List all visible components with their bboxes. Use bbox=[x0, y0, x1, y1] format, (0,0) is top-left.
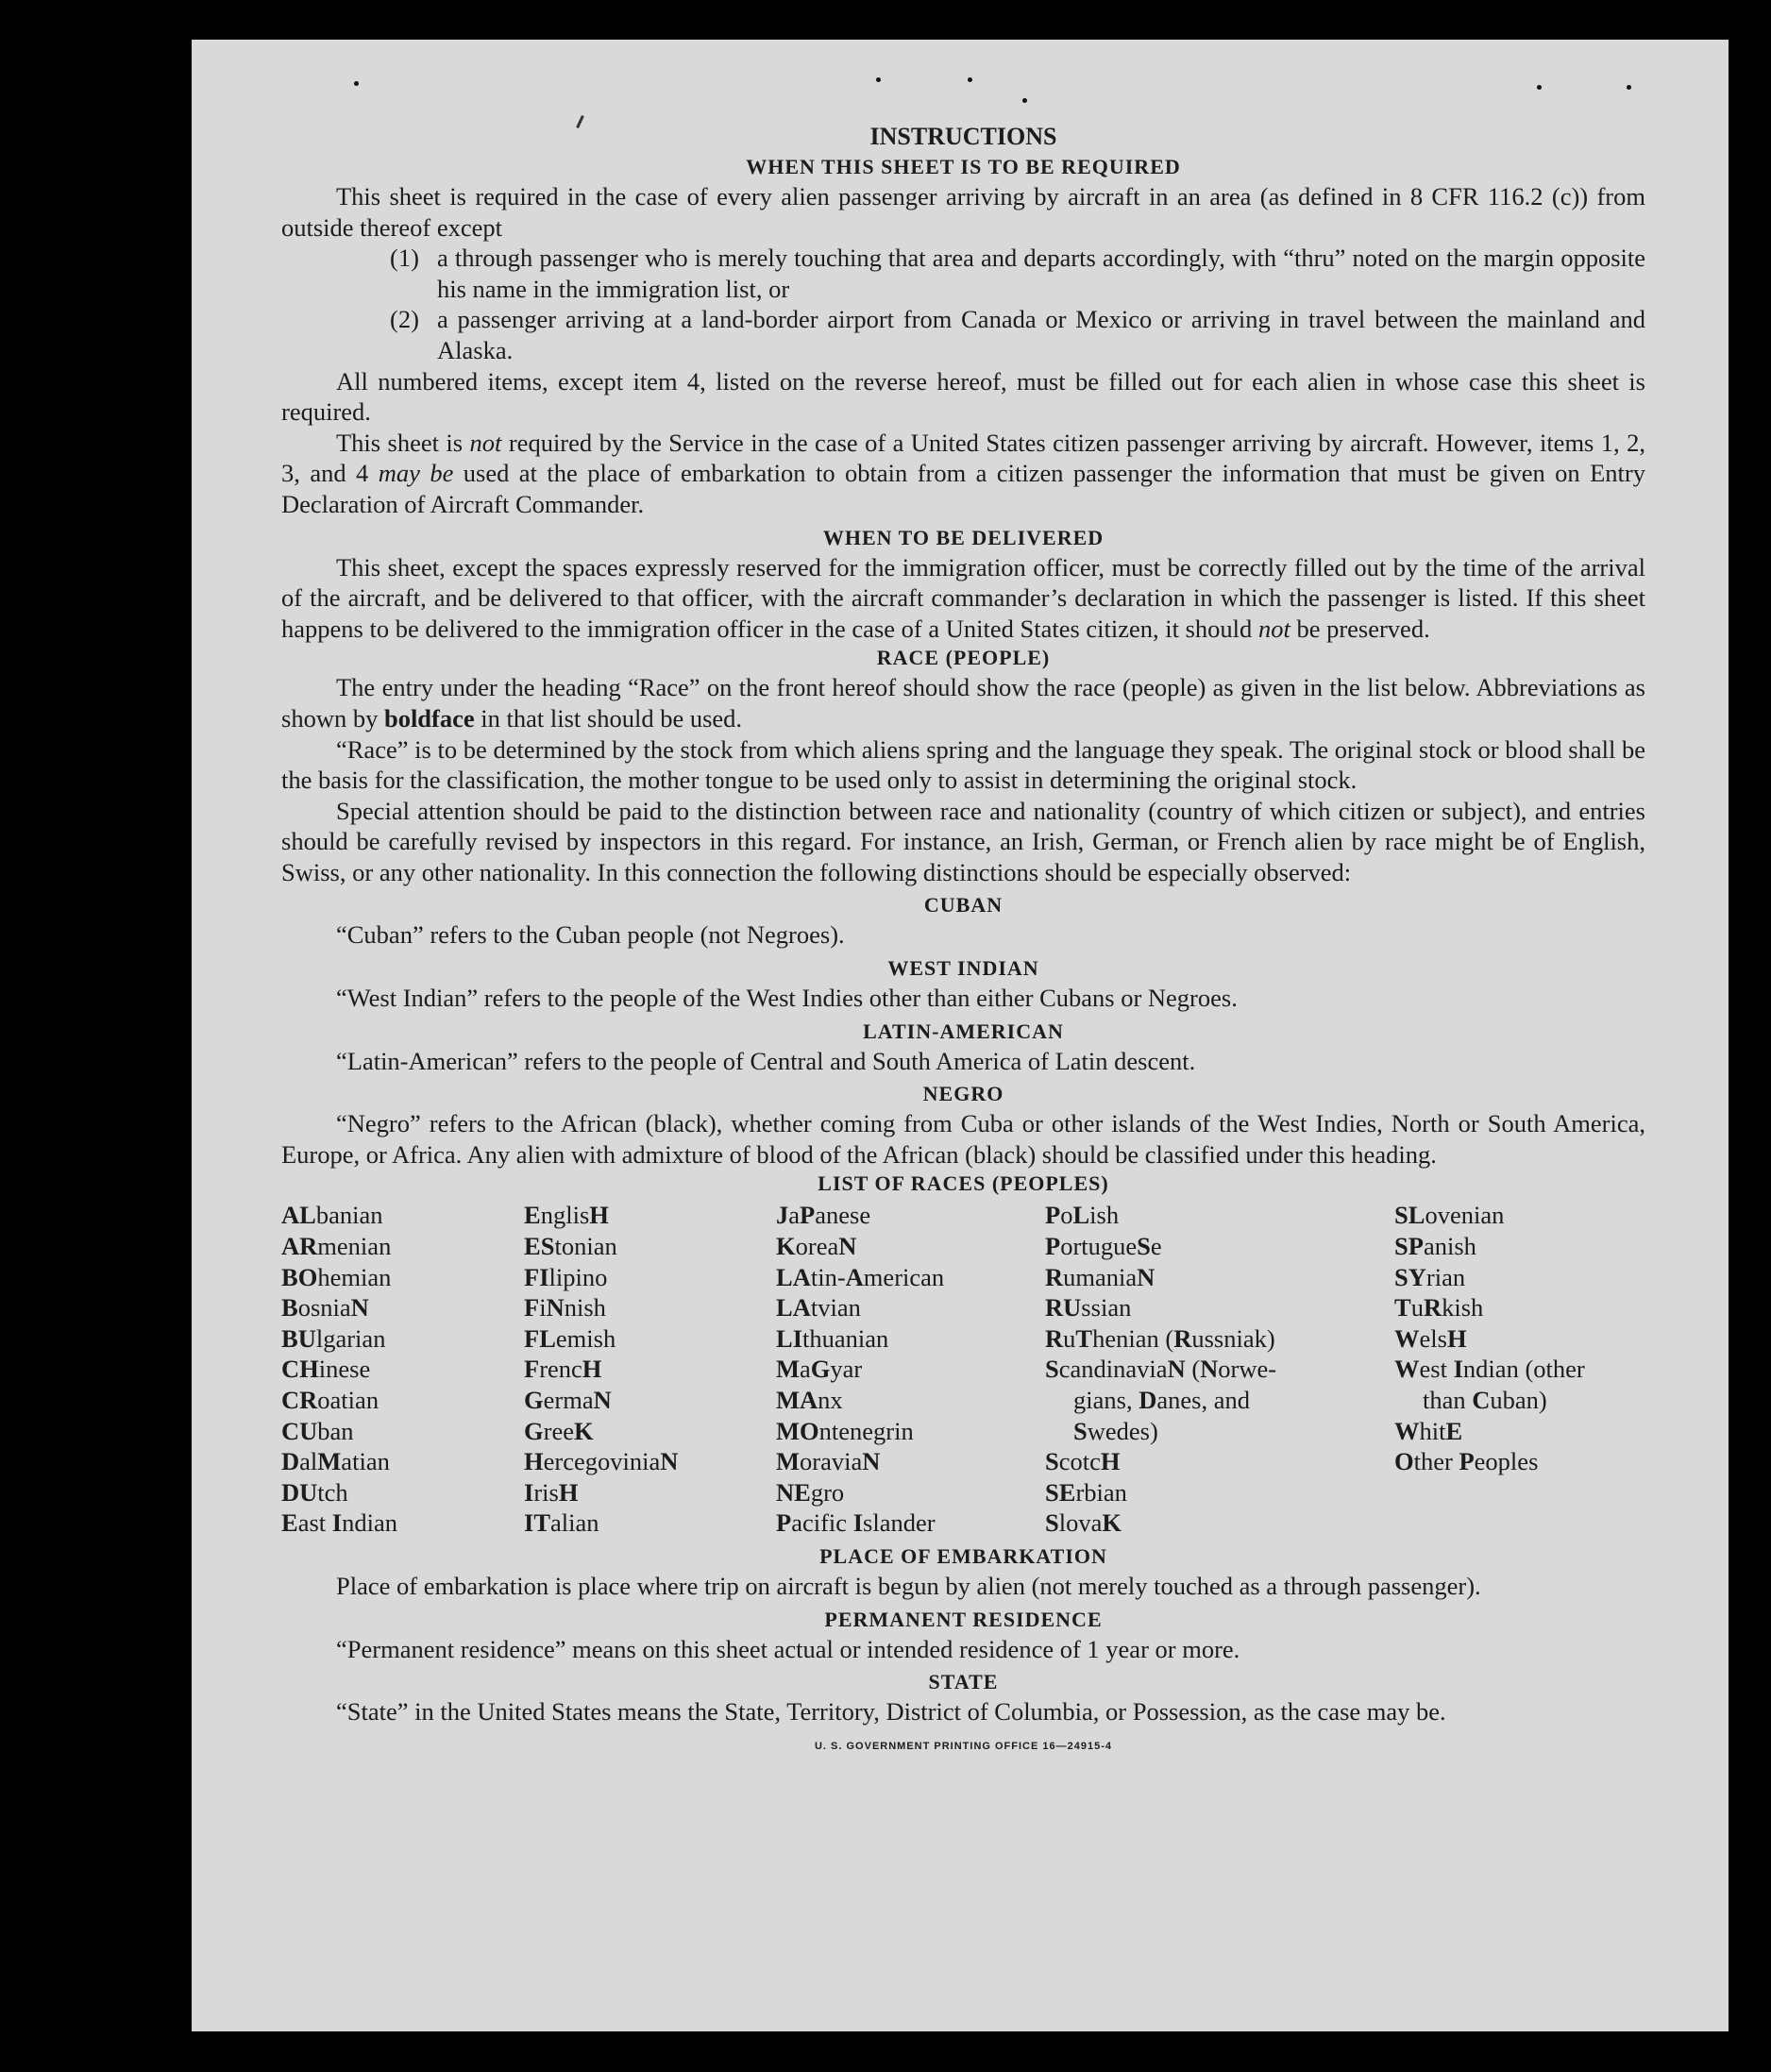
race-entry: IrisH bbox=[524, 1477, 579, 1507]
race-entry: SLovenian bbox=[1394, 1201, 1505, 1230]
race-entry-continuation: Swedes) bbox=[1073, 1416, 1158, 1445]
race-entry: BosniaN bbox=[281, 1293, 369, 1322]
document-page bbox=[192, 40, 1729, 2031]
race-entry: RuThenian (Russniak) bbox=[1045, 1323, 1275, 1353]
section-heading: WHEN THIS SHEET IS TO BE REQUIRED bbox=[746, 155, 1181, 178]
race-entry: JaPanese bbox=[776, 1201, 871, 1230]
paragraph bbox=[281, 672, 1645, 733]
race-entry: GermaN bbox=[524, 1386, 612, 1414]
section-heading: WHEN TO BE DELIVERED bbox=[822, 525, 1105, 549]
race-entry: West Indian (other bbox=[1394, 1355, 1585, 1384]
race-entry: CHinese bbox=[281, 1355, 371, 1384]
race-entry: SlovaK bbox=[1045, 1508, 1122, 1538]
paragraph bbox=[281, 552, 1645, 645]
races-column bbox=[524, 1200, 776, 1539]
race-entry: WelsH bbox=[1394, 1323, 1467, 1353]
text-run: required by the Service in the case of a United States citizen passenger arriving by aircraft. However, items 1, 2, 3, and 4 bbox=[281, 428, 1645, 488]
section-heading: RACE (PEOPLE) bbox=[876, 646, 1051, 670]
text-run-bold: boldface bbox=[383, 703, 475, 733]
section-heading: LIST OF RACES (PEOPLES) bbox=[818, 1171, 1109, 1196]
race-entry: FrencH bbox=[524, 1355, 602, 1384]
race-entry: LAtvian bbox=[776, 1293, 861, 1322]
race-entry: MAnx bbox=[776, 1386, 843, 1414]
item-text: a passenger arriving at a land-border airport from Canada or Mexico or arriving in travel between the mainland and Alaska. bbox=[437, 305, 1645, 364]
race-entry: WhitE bbox=[1394, 1416, 1463, 1445]
race-entry: EStonian bbox=[524, 1232, 617, 1261]
text-run: used at the place of embarkation to obtain from a citizen passenger the information that must be given on Entry Declaration of Aircraft Commander. bbox=[281, 459, 1645, 518]
race-entry: EnglisH bbox=[524, 1201, 609, 1230]
section-heading: LATIN-AMERICAN bbox=[863, 1019, 1064, 1043]
race-entry: BUlgarian bbox=[281, 1323, 386, 1353]
race-entry: ALbanian bbox=[281, 1201, 383, 1230]
race-entry: SPanish bbox=[1394, 1232, 1476, 1261]
race-entry: SErbian bbox=[1045, 1477, 1127, 1507]
race-entry-continuation: than Cuban) bbox=[1423, 1386, 1547, 1414]
race-entry: Other Peoples bbox=[1394, 1447, 1539, 1476]
exception-item bbox=[390, 243, 1645, 304]
race-entry: MOntenegrin bbox=[776, 1416, 914, 1445]
race-entry: KoreaN bbox=[776, 1232, 857, 1261]
race-entry: DalMatian bbox=[281, 1447, 390, 1476]
item-number: (1) bbox=[390, 244, 419, 273]
race-entry: LAtin-American bbox=[776, 1262, 945, 1291]
text-run-italic: not bbox=[469, 428, 502, 457]
text-run: in that list should be used. bbox=[474, 703, 743, 733]
race-entry: MoraviaN bbox=[776, 1447, 881, 1476]
paragraph bbox=[281, 428, 1645, 520]
paragraph: “Cuban” refers to the Cuban people (not Negroes). bbox=[336, 920, 845, 950]
race-entry: RUssian bbox=[1045, 1293, 1132, 1322]
races-column bbox=[1045, 1200, 1394, 1539]
paragraph: “Negro” refers to the African (black), whether coming from Cuba or other islands of the West Indies, North or South America, Europe, or Africa. Any alien with admixture of blood of the African (black) should be classified under this heading. bbox=[281, 1109, 1645, 1169]
races-list bbox=[281, 1200, 1645, 1539]
item-text: a through passenger who is merely touching that area and departs accordingly, with “thru” noted on the margin opposite his name in the immigration list, or bbox=[437, 244, 1645, 303]
speck bbox=[354, 81, 359, 86]
paragraph: Place of embarkation is place where trip on aircraft is begun by alien (not merely touched as a through passenger). bbox=[336, 1571, 1481, 1600]
page-title: INSTRUCTIONS bbox=[869, 123, 1057, 150]
race-entry: SYrian bbox=[1394, 1262, 1466, 1291]
item-number: (2) bbox=[390, 305, 419, 334]
section-heading: STATE bbox=[928, 1670, 999, 1694]
race-entry: PortugueSe bbox=[1045, 1232, 1162, 1261]
races-column bbox=[1394, 1200, 1640, 1539]
section-heading: CUBAN bbox=[923, 893, 1004, 918]
section-heading: PERMANENT RESIDENCE bbox=[824, 1607, 1103, 1631]
text-run: This sheet is bbox=[336, 428, 470, 457]
race-entry: BOhemian bbox=[281, 1262, 392, 1291]
race-entry-continuation: gians, Danes, and bbox=[1073, 1386, 1250, 1414]
race-entry: Pacific Islander bbox=[776, 1508, 936, 1538]
race-entry: CUban bbox=[281, 1416, 354, 1445]
exception-item bbox=[390, 304, 1645, 365]
instructions-content bbox=[281, 121, 1645, 1752]
races-column bbox=[776, 1200, 1045, 1539]
race-entry: ScandinaviaN (Norwe- bbox=[1045, 1355, 1277, 1384]
printer-imprint: U. S. GOVERNMENT PRINTING OFFICE 16—24915-4 bbox=[814, 1740, 1112, 1752]
speck bbox=[1022, 98, 1027, 103]
race-entry: LIthuanian bbox=[776, 1323, 889, 1353]
section-heading: WEST INDIAN bbox=[887, 956, 1039, 981]
text-run: This sheet, except the spaces expressly reserved for the immigration officer, must be correctly filled out by the time of the arrival of the aircraft, and be delivered to that officer, with the aircraft commander’s declaration in which the passenger is listed. If this sheet happens to be delivered to the immigration officer in the case of a United States citizen, it should bbox=[281, 552, 1645, 643]
paragraph: “State” in the United States means the State, Territory, District of Columbia, or Possession, as the case may be. bbox=[336, 1697, 1446, 1727]
text-run-italic: may be bbox=[378, 459, 454, 488]
race-entry: ARmenian bbox=[281, 1232, 392, 1261]
race-entry: FLemish bbox=[524, 1323, 616, 1353]
text-run-italic: not bbox=[1257, 614, 1290, 643]
paragraph: All numbered items, except item 4, listed on the reverse hereof, must be filled out for each alien in whose case this sheet is required. bbox=[281, 366, 1645, 427]
race-entry: RumaniaN bbox=[1045, 1262, 1155, 1291]
section-heading: PLACE OF EMBARKATION bbox=[819, 1543, 1107, 1568]
paragraph: “Latin-American” refers to the people of Central and South America of Latin descent. bbox=[336, 1046, 1196, 1075]
text-run: be preserved. bbox=[1290, 614, 1430, 643]
races-column bbox=[281, 1200, 524, 1539]
speck bbox=[876, 77, 881, 82]
race-entry: PoLish bbox=[1045, 1201, 1120, 1230]
race-entry: CRoatian bbox=[281, 1386, 380, 1414]
race-entry: East Indian bbox=[281, 1508, 397, 1538]
race-entry: TuRkish bbox=[1394, 1293, 1484, 1322]
text-run: The entry under the heading “Race” on the front hereof should show the race (people) as given in the list below. Abbreviations as shown by bbox=[281, 673, 1645, 733]
race-entry: HercegoviniaN bbox=[524, 1447, 679, 1476]
section-heading: NEGRO bbox=[922, 1082, 1004, 1106]
race-entry: GreeK bbox=[524, 1416, 594, 1445]
race-entry: NEgro bbox=[776, 1477, 845, 1507]
paragraph: Special attention should be paid to the distinction between race and nationality (country of which citizen or subject), and entries should be carefully revised by inspectors in this regard. For instance, an Irish, German, or French alien by race might be of English, Swiss, or any other nationality. In this connection the following distinctions should be especially observed: bbox=[281, 796, 1645, 886]
speck bbox=[1537, 85, 1542, 90]
race-entry: DUtch bbox=[281, 1477, 348, 1507]
race-entry: ITalian bbox=[524, 1508, 599, 1538]
speck bbox=[1627, 85, 1631, 90]
paragraph: “West Indian” refers to the people of the West Indies other than either Cubans or Negroes. bbox=[336, 984, 1238, 1013]
race-entry: FiNnish bbox=[524, 1293, 606, 1322]
paragraph: “Permanent residence” means on this sheet actual or intended residence of 1 year or more. bbox=[336, 1634, 1240, 1663]
race-entry: MaGyar bbox=[776, 1355, 863, 1384]
paragraph: “Race” is to be determined by the stock from which aliens spring and the language they speak. The original stock or blood shall be the basis for the classification, the mother tongue to be used only to assist in determining the original stock. bbox=[281, 734, 1645, 795]
race-entry: ScotcH bbox=[1045, 1447, 1121, 1476]
paragraph: This sheet is required in the case of every alien passenger arriving by aircraft in an area (as defined in 8 CFR 116.2 (c)) from outside thereof except bbox=[281, 182, 1645, 242]
speck bbox=[968, 77, 972, 82]
race-entry: FIlipino bbox=[524, 1262, 608, 1291]
